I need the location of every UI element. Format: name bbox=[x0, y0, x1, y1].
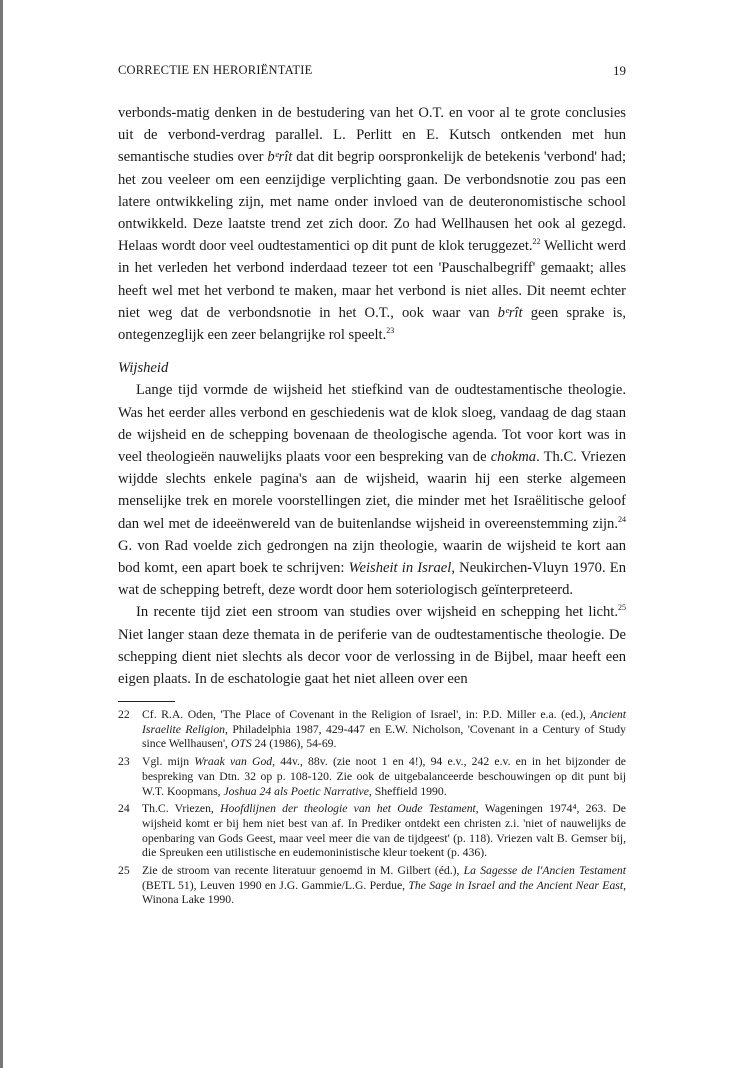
footnote-23 bbox=[118, 755, 626, 799]
footnote-number: 24 bbox=[118, 802, 130, 816]
footnote-text bbox=[142, 802, 626, 861]
paragraph-covenant bbox=[118, 102, 626, 346]
section-heading-wijsheid: Wijsheid bbox=[118, 360, 169, 377]
text-run: , 44v., 88v. (zie noot 1 en 4!), 94 e.v., 242 e.v. en in het bijzonder de bespreking van Dtn. 32 op p. 108-120. Zie ook de uitgebalanceerde beschouwingen op dit punt bij W.T. Koopmans, bbox=[142, 755, 626, 798]
footnote-ref-25[interactable]: 25 bbox=[618, 603, 626, 613]
footnote-22 bbox=[118, 708, 626, 752]
text-run: 24 (1986), 54-69. bbox=[251, 737, 337, 751]
text-run: . Th.C. Vriezen wijdde slechts enkele pagina's aan de wijsheid, waarin hij een sterke algemeen menselijke trek en morele voorstellingen ziet, die minder met het Israëlitische geloof dan wel met de ideeënwereld van de buitenlandse wijsheid in overeenstemming zijn. bbox=[118, 449, 627, 532]
book-title: Weisheit in Israel bbox=[348, 560, 452, 577]
running-header-title: CORRECTIE EN HERORIËNTATIE bbox=[118, 63, 313, 77]
text-run: In recente tijd ziet een stroom van studies over wijsheid en schepping het licht. bbox=[136, 604, 618, 621]
text-run: (BETL 51), Leuven 1990 en J.G. Gammie/L.G. Perdue, bbox=[142, 878, 409, 892]
italic-term: chokma bbox=[490, 449, 537, 466]
text-run: , Neukirchen-Vluyn 1970. En wat de schepping betreft, deze wordt door hem soteriologisch geïnterpreteerd. bbox=[118, 560, 626, 599]
italic-term: bᵉrît bbox=[497, 304, 523, 321]
book-title: The Sage in Israel and the Ancient Near East bbox=[408, 878, 624, 892]
text-run: verbonds-matig denken in de bestudering van het O.T. en voor al te grote conclusies uit de verbond-verdrag parallel. L. Perlitt en E. Kutsch ontkenden met hun semantische studies over bbox=[118, 105, 626, 166]
footnote-text bbox=[142, 708, 626, 752]
book-title: Ancient Israelite Religion bbox=[142, 708, 626, 736]
footnote-text bbox=[142, 755, 626, 799]
footnote-ref-23[interactable]: 23 bbox=[386, 326, 395, 336]
text-run: , Winona Lake 1990. bbox=[142, 878, 627, 907]
page-spine-edge bbox=[0, 0, 3, 1068]
body-text bbox=[118, 102, 626, 690]
book-title: Wraak van God bbox=[194, 755, 273, 769]
text-run: , Sheffield 1990. bbox=[368, 784, 447, 798]
text-run: Vgl. mijn bbox=[142, 755, 195, 769]
book-title: La Sagesse de l'Ancien Testament bbox=[463, 864, 626, 878]
footnote-number: 23 bbox=[118, 755, 130, 769]
footnote-separator bbox=[118, 701, 175, 702]
book-title: Hoofdlijnen der theologie van het Oude Testament bbox=[220, 802, 476, 816]
italic-term: bᵉrît bbox=[267, 149, 293, 166]
page-number: 19 bbox=[613, 63, 626, 78]
text-run: , Wageningen 1974⁴, 263. De wijsheid komt er bij hem niet best van af. In Prediker ontdekt een christen z.i. 'niet of nauwelijks de openbaring van Gods Geest, maar veel meer die van de tijdgeest' (p. 118). Vriezen valt B. Gemser bij, die Spreuken een utilistische en eudemoninistische kleur toekent (p. 436). bbox=[142, 802, 626, 860]
text-run: G. von Rad voelde zich gedrongen na zijn theologie, waarin de wijsheid te kort aan bod komt, een apart boek te schrijven: bbox=[118, 537, 626, 577]
text-run: Cf. R.A. Oden, 'The Place of Covenant in the Religion of Israel', in: P.D. Miller e.a. (ed.), bbox=[142, 708, 591, 721]
footnote-25 bbox=[118, 864, 626, 908]
footnote-number: 25 bbox=[118, 864, 130, 878]
text-run: , Philadelphia 1987, 429-447 en E.W. Nicholson, 'Covenant in a Century of Study since Wellhausen', bbox=[142, 722, 626, 751]
text-run: Th.C. Vriezen, bbox=[142, 802, 221, 816]
footnote-number: 22 bbox=[118, 708, 130, 721]
journal-title: OTS bbox=[230, 737, 252, 751]
footnotes bbox=[118, 708, 626, 911]
text-run: Lange tijd vormde de wijsheid het stiefkind van de oudtestamentische theologie. Was het eerder alles verbond en geschiedenis wat de klok sloeg, vandaag de dag staan de wijsheid en de schepping bovenaan de theologische agenda. Tot voor kort was in veel theologieën nauwelijks plaats voor een bespreking van de bbox=[118, 382, 626, 466]
paragraph-wisdom bbox=[118, 379, 626, 601]
footnote-ref-22[interactable]: 22 bbox=[532, 237, 541, 247]
text-run: Zie de stroom van recente literatuur genoemd in M. Gilbert (éd.), bbox=[142, 864, 464, 878]
text-run: dat dit begrip oorspronkelijk de betekenis 'verbond' had; het zou veeleer om een eenzijdige verplichting gaan. De verbondsnotie zou pas een latere ontwikkeling zijn, met name onder invloed van de deuteronomistische school ontwikkeld. Deze laatste trend zet zich door. Zo had Wellhausen het ook al gezegd. Helaas wordt door veel oudtestamentici op dit punt de klok teruggezet. bbox=[118, 149, 626, 255]
text-run: Niet langer staan deze themata in de periferie van de oudtestamentische theologie. De schepping dient niet slechts als decor voor de verlossing in de Bijbel, maar heeft een eigen plaats. In de eschatologie gaat het niet alleen over een bbox=[118, 626, 626, 688]
book-title: Joshua 24 als Poetic Narrative bbox=[223, 784, 369, 798]
paragraph-recent-studies bbox=[118, 601, 626, 690]
text-run: Wellicht werd in het verleden het verbond inderdaad tezeer tot een 'Pauschalbegriff' gemaakt; alles heeft wel met het verbond te maken, maar het verbond is niet alles. Dit neemt echter niet weg dat de verbondsnotie in het O.T., ook waar van bbox=[118, 238, 626, 321]
footnote-24 bbox=[118, 802, 626, 861]
footnote-text bbox=[142, 864, 626, 908]
footnote-ref-24[interactable]: 24 bbox=[618, 514, 626, 524]
text-run: geen sprake is, ontegenzeglijk een zeer belangrijke rol speelt. bbox=[118, 304, 626, 344]
